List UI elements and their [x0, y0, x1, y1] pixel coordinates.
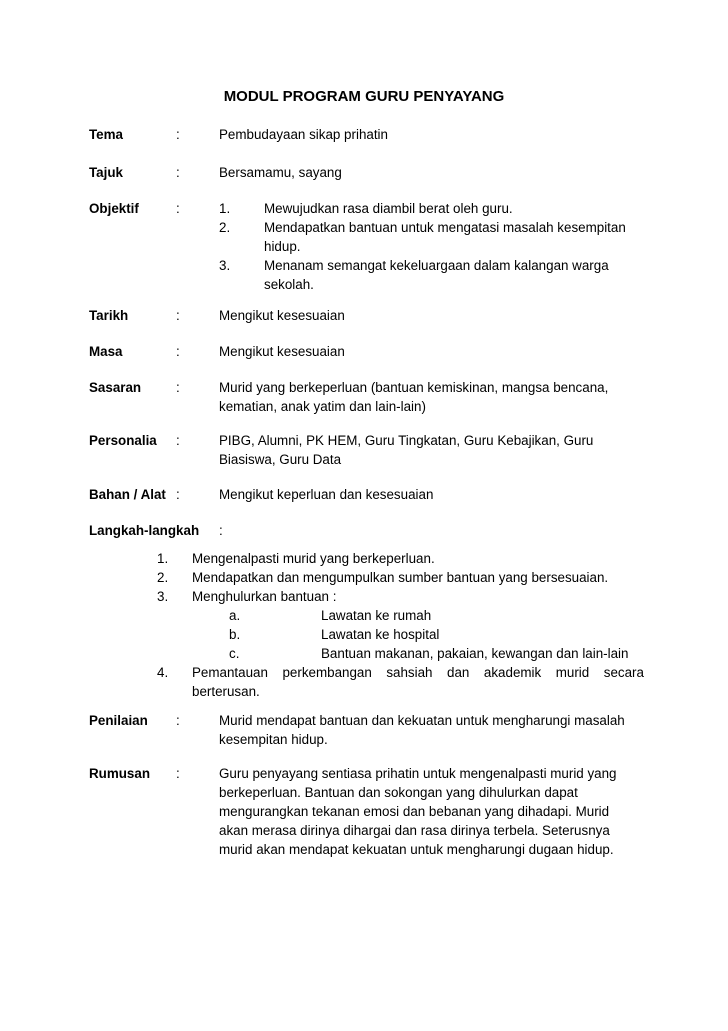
field-label: Masa [89, 344, 123, 359]
word: akademik [483, 665, 542, 680]
list-text: Mendapatkan dan mengumpulkan sumber bantuan yang bersesuaian. [192, 570, 609, 585]
word: sahsiah [386, 665, 433, 680]
list-text: Mengenalpasti murid yang berkeperluan. [192, 551, 435, 566]
field-colon: : [176, 344, 180, 359]
field-value: Bersamamu, sayang [219, 165, 342, 180]
field-value: Pembudayaan sikap prihatin [219, 127, 388, 142]
field-label: Rumusan [89, 766, 151, 781]
field-value: PIBG, Alumni, PK HEM, Guru Tingkatan, Guru Kebajikan, Guru Biasiswa, Guru Data [219, 433, 594, 467]
field-value: Murid mendapat bantuan dan kekuatan untuk mengharungi masalah kesempitan hidup. [219, 713, 625, 747]
list-item [219, 199, 649, 218]
list-text: berterusan. [192, 684, 260, 699]
field-value: Mengikut kesesuaian [219, 308, 345, 323]
field-value: Guru penyayang sentiasa prihatin untuk mengenalpasti murid yang berkeperluan. Bantuan dan sokongan yang dihulurkan dapat mengurangkan tekanan emosi dan bebanan yang dihadapi. Murid akan merasa dirinya dihargai dan rasa dirinya terbela. Seterusnya murid akan mendapat kekuatan untuk mengharungi dugaan hidup. [219, 766, 617, 857]
word: dan [447, 665, 470, 680]
word: murid [555, 665, 590, 680]
field-colon: : [176, 308, 180, 323]
list-number: 3. [219, 258, 231, 273]
field-colon: : [176, 713, 180, 728]
list-number: 2. [157, 570, 169, 585]
list-text: Menanam semangat kekeluargaan dalam kalangan warga sekolah. [264, 258, 609, 292]
word: perkembangan [282, 665, 372, 680]
list-number: 1. [219, 201, 231, 216]
field-colon: : [176, 165, 180, 180]
field-label: Personalia [89, 433, 157, 448]
field-colon: : [176, 201, 180, 216]
word: secara [603, 665, 644, 680]
field-label: Bahan / Alat [89, 487, 166, 502]
list-number: 3. [157, 589, 169, 604]
field-label: Objektif [89, 201, 139, 216]
list-item [157, 568, 647, 587]
field-label: Langkah-langkah [89, 523, 200, 538]
sub-list-item [157, 644, 647, 663]
list-item [157, 663, 647, 701]
list-number: 2. [219, 220, 231, 235]
sub-list-text: Lawatan ke hospital [321, 627, 440, 642]
field-label: Tajuk [89, 165, 123, 180]
sub-list-item [157, 625, 647, 644]
sub-list-letter: b. [229, 627, 241, 642]
field-colon: : [176, 487, 180, 502]
steps-list [157, 549, 647, 701]
field-colon: : [219, 523, 223, 538]
field-colon: : [176, 766, 180, 781]
field-label: Tarikh [89, 308, 129, 323]
list-text: Mewujudkan rasa diambil berat oleh guru. [264, 201, 513, 216]
list-number: 4. [157, 665, 169, 680]
field-colon: : [176, 127, 180, 142]
sub-list-letter: c. [229, 646, 240, 661]
list-item [157, 549, 647, 568]
list-text: Mendapatkan bantuan untuk mengatasi masalah kesempitan hidup. [264, 220, 626, 254]
field-value: Mengikut keperluan dan kesesuaian [219, 487, 434, 502]
list-item [219, 256, 649, 294]
sub-list-text: Bantuan makanan, pakaian, kewangan dan lain-lain [321, 646, 629, 661]
list-text: Menghulurkan bantuan : [192, 589, 337, 604]
sub-list-letter: a. [229, 608, 241, 623]
field-value: Mengikut kesesuaian [219, 344, 345, 359]
document-title: MODUL PROGRAM GURU PENYAYANG [223, 88, 505, 105]
field-label: Sasaran [89, 380, 142, 395]
field-colon: : [176, 433, 180, 448]
field-label: Tema [89, 127, 123, 142]
field-value: Murid yang berkeperluan (bantuan kemiskinan, mangsa bencana, kematian, anak yatim dan lain-lain) [219, 380, 609, 414]
justified-line [192, 663, 644, 682]
list-item [219, 218, 649, 256]
list-number: 1. [157, 551, 169, 566]
field-colon: : [176, 380, 180, 395]
word: Pemantauan [192, 665, 268, 680]
sub-list-text: Lawatan ke rumah [321, 608, 432, 623]
field-label: Penilaian [89, 713, 148, 728]
sub-list-item [157, 606, 647, 625]
objective-list [219, 199, 649, 294]
list-item [157, 587, 647, 606]
